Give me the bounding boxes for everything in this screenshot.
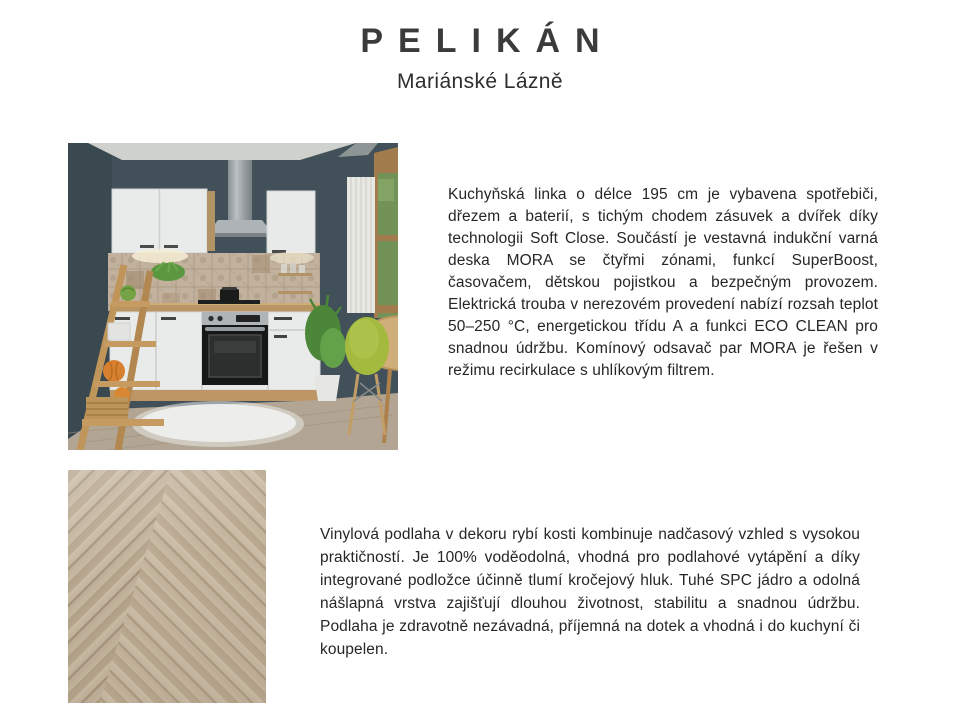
kitchen-photo-illustration bbox=[68, 143, 398, 450]
kitchen-photo bbox=[68, 143, 398, 450]
page-title: PELIKÁN bbox=[360, 22, 615, 60]
page-subtitle: Mariánské Lázně bbox=[397, 70, 563, 93]
flooring-description: Vinylová podlaha v dekoru rybí kosti kombinuje nadčasový vzhled s vysokou praktičností. Je 100% voděodolná, vhodná pro podlahové vytápění a díky integrované podložce účinně tlumí kročejový hluk. Tuhé SPC jádro a odolná nášlapná vrstva zajišťují dlouhou životnost, stabilitu a snadnou údržbu. Podlaha je zdravotně nezávadná, příjemná na dotek a vhodná i do kuchyní či koupelen. bbox=[320, 526, 860, 658]
herringbone-floor-photo bbox=[68, 470, 266, 703]
floor-photo-sheen bbox=[68, 470, 266, 703]
kitchen-description: Kuchyňská linka o délce 195 cm je vybavena spotřebiči, dřezem a baterií, s tichým chodem zásuvek a dvířek díky technologii Soft Close. Součástí je vestavná indukční varná deska MORA se čtyřmi zónami, funkcí SuperBoost, časovačem, dětskou pojistkou a bezpečným provozem. Elektrická trouba v nerezovém provedení nabízí rozsah teplot 50–250 °C, energetickou třídu A a funkci ECO CLEAN pro snadnou údržbu. Komínový odsavač par MORA je řešen v režimu recirkulace s uhlíkovým filtrem. bbox=[448, 186, 878, 379]
